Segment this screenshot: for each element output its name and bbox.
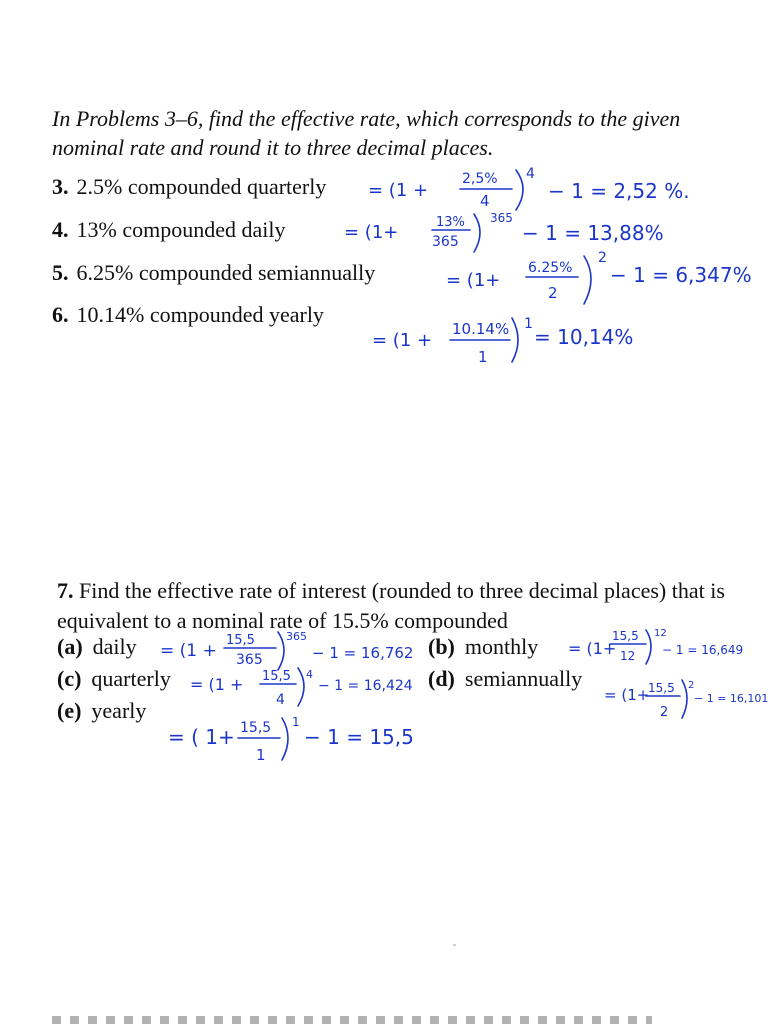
part-label: (b) [428,634,455,659]
part-label: (d) [428,666,455,691]
hw-paren [584,256,591,304]
hw-result: − 1 = 15,5 [304,725,414,749]
hw-paren [682,680,687,718]
hw-paren [646,630,651,664]
hw-fraction-den: 2 [548,284,558,302]
part-label: (c) [57,666,82,691]
hw-result: − 1 = 2,52 %. [548,179,690,203]
hw-exponent: 1 [292,715,300,729]
hw-lead: = (1 + [160,641,217,661]
problem-text: Find the effective rate of interest (rounded to three decimal places) that is equivalent to a nominal rate of 15.5% compounded [57,578,725,633]
handwritten-answer-3 [368,166,690,210]
hw-fraction-den: 4 [276,692,285,708]
hw-exponent: 1 [524,316,533,332]
hw-exponent: 2 [688,680,695,691]
hw-lead: = ( 1+ [168,725,235,749]
part-label: (e) [57,698,82,723]
hw-exponent: 4 [526,166,535,182]
handwritten-answer-c [190,668,413,708]
part-text: monthly [464,634,539,659]
part-text: daily [92,634,137,659]
hw-lead: = (1+ [344,222,399,243]
part-label: (a) [57,634,83,659]
hw-fraction-den: 2 [660,705,669,720]
hw-paren [298,668,304,706]
handwritten-answer-a [160,630,413,670]
problem-text: 10.14% compounded yearly [76,302,324,327]
hw-exponent: 4 [306,668,313,681]
hw-fraction-den: 12 [620,649,636,663]
hw-exponent: 365 [490,211,513,225]
hw-fraction-den: 365 [432,234,459,250]
hw-lead: = (1 + [368,180,429,201]
handwritten-answer-4 [344,211,664,252]
instructions-text: In Problems 3–6, find the effective rate, which corresponds to the given nominal rate and round it to three decimal places. [52,106,681,160]
hw-result: − 1 = 16,424 [318,678,413,694]
hw-fraction-den: 1 [478,348,488,366]
hw-paren [278,632,284,670]
hw-fraction-num: 15,5 [612,629,639,643]
hw-paren [512,318,518,362]
part-text: semiannually [464,666,583,691]
hw-exponent: 12 [654,628,667,639]
hw-fraction-num: 15,5 [240,720,272,736]
handwritten-answer-b [568,628,743,664]
handwritten-answer-e [168,715,414,764]
hw-lead: = (1+ [446,270,501,291]
problem-number: 6. [52,302,69,327]
hw-fraction-num: 13% [436,215,465,230]
hw-exponent: 2 [598,250,607,266]
scan-speck [453,944,456,946]
hw-paren [282,718,288,760]
hw-lead: = (1+ [604,686,650,704]
hw-lead: = (1 + [372,330,433,351]
hw-fraction-num: 15,5 [648,681,675,695]
problem-text: 2.5% compounded quarterly [76,174,327,199]
hw-paren [474,214,480,252]
hw-lead: = (1 + [190,675,244,694]
part-text: yearly [91,698,147,723]
handwritten-answer-6 [372,316,633,366]
hw-fraction-num: 15,5 [262,669,291,684]
hw-fraction-den: 1 [256,746,266,764]
hw-fraction-num: 10.14% [452,320,510,338]
hw-lead: = (1+ [568,639,617,658]
problem-number: 4. [52,217,69,242]
hw-result: − 1 = 16,101 [694,692,768,705]
hw-paren [516,170,523,210]
hw-result: − 1 = 6,347% [610,263,752,287]
hw-fraction-den: 365 [236,652,263,668]
hw-result: = 10,14% [534,325,634,349]
cutoff-next-line [52,1016,652,1024]
problem-number: 5. [52,260,69,285]
part-text: quarterly [91,666,171,691]
problem-text: 13% compounded daily [76,217,286,242]
problem-number: 7. [57,578,74,603]
hw-result: − 1 = 16,762 [312,644,414,662]
hw-fraction-num: 6.25% [528,260,573,276]
hw-exponent: 365 [286,630,307,643]
problem-text: 6.25% compounded semiannually [76,260,376,285]
problem-number: 3. [52,174,69,199]
hw-fraction-den: 4 [480,192,490,210]
hw-result: − 1 = 13,88% [522,221,664,245]
handwritten-answer-5 [446,250,752,304]
hw-result: − 1 = 16,649 [662,643,744,657]
hw-fraction-num: 2,5% [462,171,498,187]
hw-fraction-num: 15,5 [226,633,255,648]
handwritten-answer-d [604,680,768,720]
